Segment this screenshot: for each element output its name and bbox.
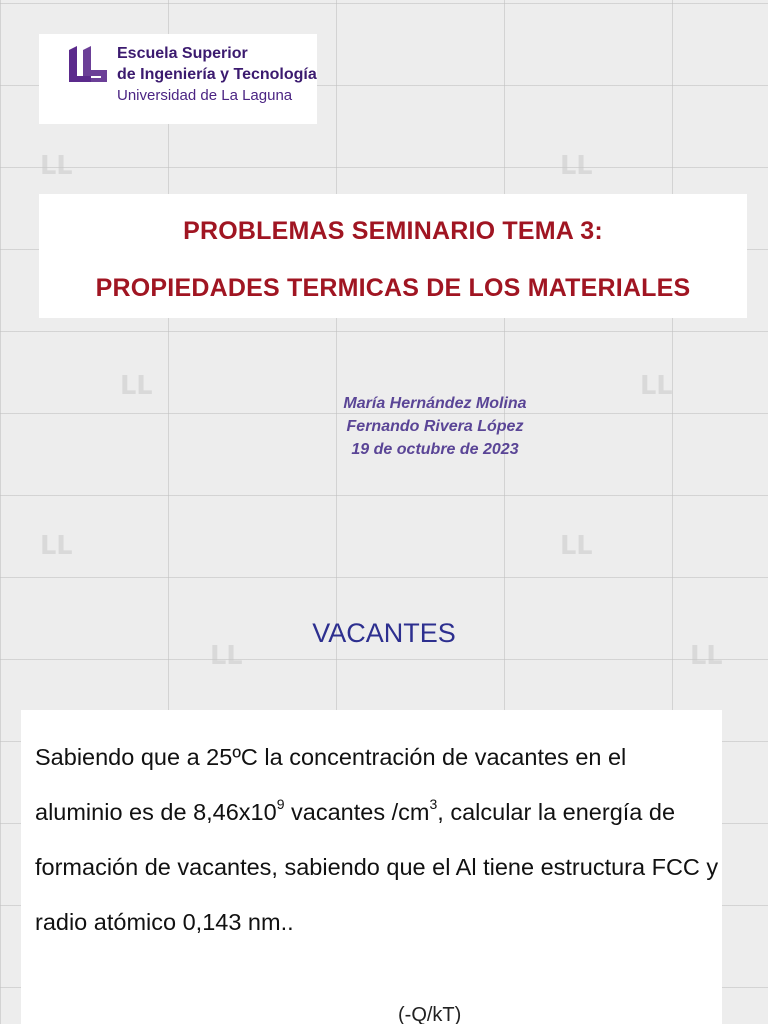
watermark-mark: ᒪᒪ	[40, 530, 73, 560]
problem-statement-box	[21, 710, 722, 1024]
watermark-mark: ᒪᒪ	[560, 150, 593, 180]
author-2: Fernando Rivera López	[346, 418, 524, 435]
problem-text	[35, 730, 719, 950]
title-block	[39, 194, 747, 318]
formula-fragment: (-Q/kT)	[398, 1004, 462, 1024]
problem-text-part-3: , calcular la energía de formación de vacantes, sabiendo que el Al tiene estructura FCC y radio atómico 0,143 nm..	[35, 799, 719, 935]
watermark-mark: ᒪᒪ	[640, 370, 673, 400]
author-1: María Hernández Molina	[343, 395, 527, 412]
watermark-mark: ᒪᒪ	[40, 150, 73, 180]
title-line-2: PROPIEDADES TERMICAS DE LOS MATERIALES	[95, 274, 691, 302]
logo-line-university: Universidad de La Laguna	[117, 87, 293, 104]
watermark-mark: ᒪᒪ	[210, 640, 243, 670]
watermark-mark: ᒪᒪ	[690, 640, 723, 670]
watermark-mark: ᒪᒪ	[560, 530, 593, 560]
problem-text-part-2: vacantes /cm	[284, 799, 430, 825]
problem-text-part-1: Sabiendo que a 25ºC la concentración de vacantes en el aluminio es de 8,46x10	[35, 744, 627, 825]
watermark-mark: ᒪᒪ	[120, 370, 153, 400]
logo-text	[117, 43, 317, 106]
exponent-3: 3	[429, 796, 438, 813]
section-heading: VACANTES	[312, 618, 456, 648]
exponent-9: 9	[276, 796, 285, 813]
date: 19 de octubre de 2023	[351, 441, 519, 458]
title-line-1: PROBLEMAS SEMINARIO TEMA 3:	[183, 217, 603, 245]
logo-line-faculty: de Ingeniería y Tecnología	[117, 66, 317, 83]
ull-logo-icon	[67, 44, 109, 86]
logo-line-school: Escuela Superior	[117, 45, 248, 62]
authors-block	[270, 392, 600, 461]
university-logo	[39, 34, 317, 124]
